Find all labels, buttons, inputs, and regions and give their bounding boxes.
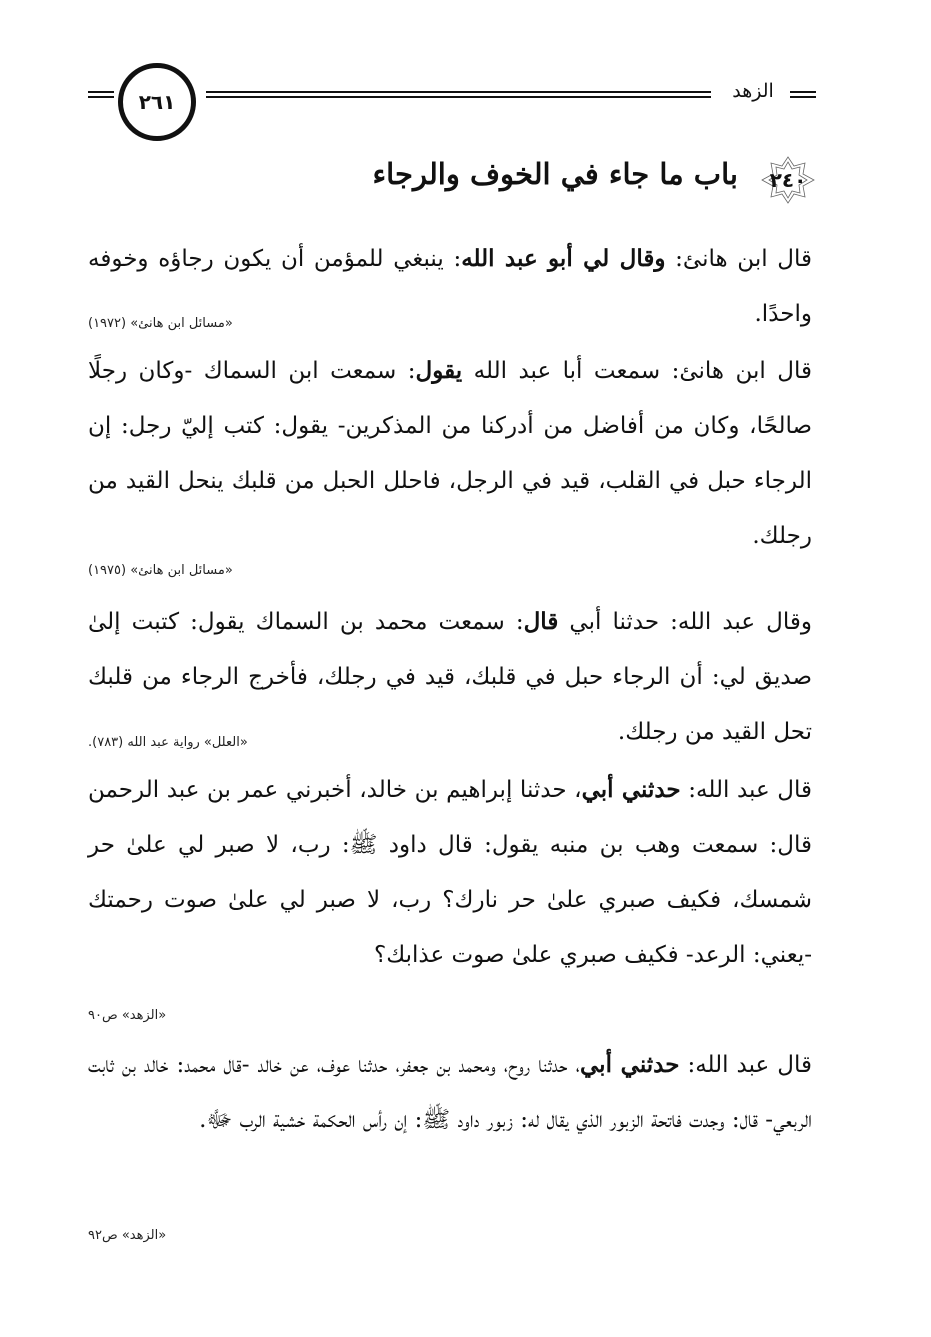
running-title: الزهد [732,80,774,102]
chapter-number: ٢٤٠ [769,168,807,192]
passage-4 [88,762,812,983]
passage-lead: قال عبد الله: [679,1052,812,1078]
page-number: ٢٦١ [138,90,176,114]
citation-4: «الزهد» ص٩٠ [88,1008,167,1023]
passage-lead: قال ابن هانئ: [665,246,813,272]
chapter-title: باب ما جاء في الخوف والرجاء [372,157,738,191]
passage-bold: يقول [415,357,463,384]
passage-lead: وقال عبد الله: حدثنا أبي [558,609,812,635]
page-number-badge [118,63,196,141]
passage-bold: حدثني أبي [580,1051,680,1078]
passage-text: ، حدثنا روح، ومحمد بن جعفر، حدثنا عوف، عن خالد -قال محمد: خالد بن ثابت الربعي- قال: وجدت فاتحة الزبور الذي يقال له: زبور داود ﷺ: إن رأس الحكمة خشية الرب ﷻ. [88,1052,812,1133]
header-rule-middle [206,91,711,98]
passage-2 [88,343,812,564]
passage-lead: قال عبد الله: [680,777,812,803]
passage-text: : سمعت ابن السماك -وكان رجلًا صالحًا، وكان من أفاضل من أدركنا من المذكرين- يقول: كتب إليّ رجل: إن الرجاء حبل في القلب، قيد في الرجل، فاحلل الحبل من قلبك ينحل القيد من رجلك. [88,358,812,549]
passage-text: : ينبغي للمؤمن أن يكون رجاؤه وخوفه واحدًا. [88,246,812,327]
passage-bold: وقال لي أبو عبد الله [461,245,666,272]
citation-2: «مسائل ابن هانئ» (١٩٧٥) [88,563,233,578]
passage-bold: قال [523,608,559,635]
citation-3: «العلل» رواية عبد الله (٧٨٣). [88,735,248,750]
passage-lead: قال ابن هانئ: سمعت أبا عبد الله [462,358,812,384]
passage-text: ، حدثنا إبراهيم بن خالد، أخبرني عمر بن عبد الرحمن قال: سمعت وهب بن منبه يقول: قال داود ﷺ: رب، لا صبر لي علىٰ حر شمسك، فكيف صبري علىٰ حر نارك؟ رب، لا صبر لي علىٰ صوت رحمتك -يعني: الرعد- فكيف صبري علىٰ صوت عذابك؟ [88,777,812,968]
chapter-heading [230,155,820,205]
citation-5: «الزهد» ص٩٢ [88,1228,167,1243]
passage-text: : سمعت محمد بن السماك يقول: كتبت إلىٰ صديق لي: أن الرجاء حبل في قلبك، قيد في رجلك، فأخرج الرجاء من قلبك تحل القيد من رجلك. [88,609,812,745]
header-rule-left [88,91,114,98]
passage-5 [88,1037,812,1148]
header-rule-right [790,91,816,98]
passage-bold: حدثني أبي [581,776,681,803]
citation-1: «مسائل ابن هانئ» (١٩٧٢) [88,316,233,331]
chapter-number-ornament [756,155,820,205]
